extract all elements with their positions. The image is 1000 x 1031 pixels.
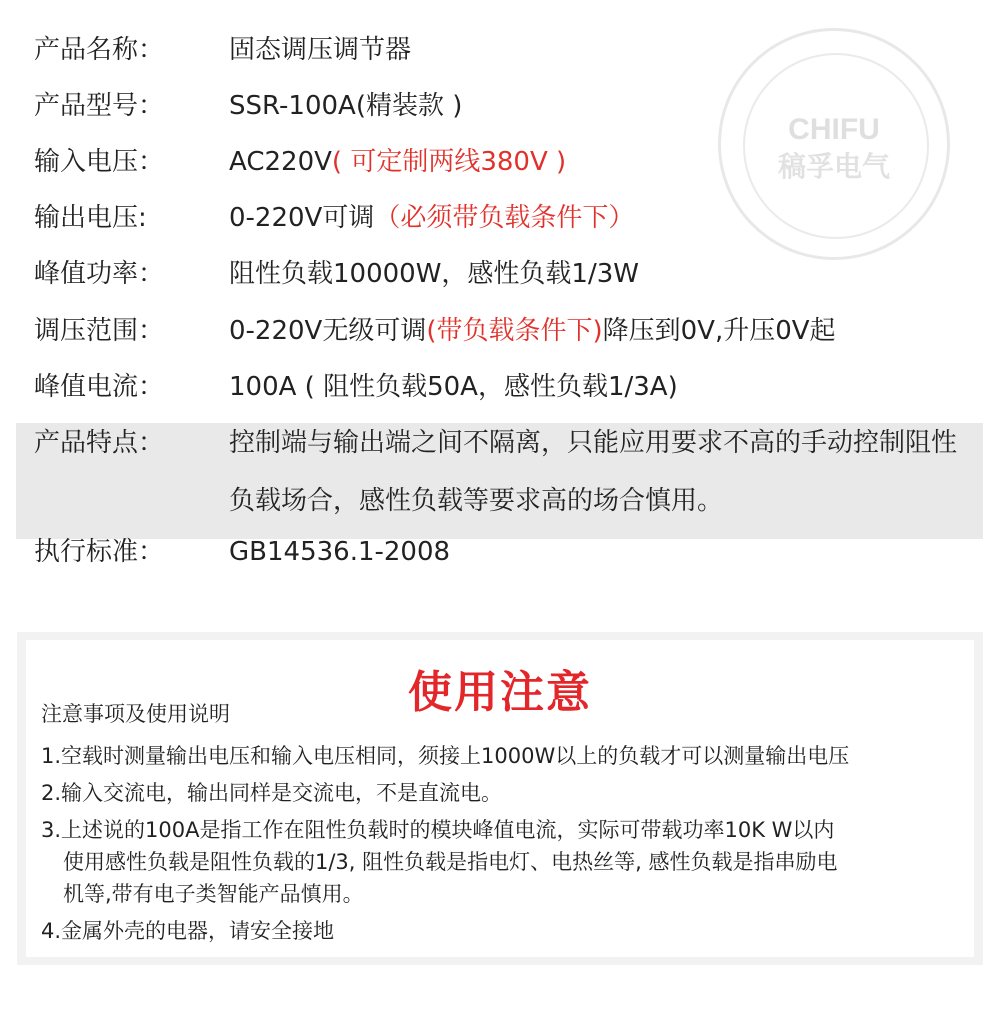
spec-value: 0-220V可调: [229, 203, 375, 233]
spec-note: ( 可定制两线380V ): [331, 147, 567, 177]
notice-subtitle: 注意事项及使用说明: [41, 702, 230, 726]
spec-value-wrap: [229, 198, 634, 238]
spec-value: 100A ( 阻性负载50A，感性负载1/3A): [229, 372, 678, 402]
spec-label: 输出电压:: [34, 203, 147, 233]
spec-value-tail: 降压到0V,升压0V起: [602, 316, 836, 346]
watermark-brand: 稿孚电气: [777, 150, 890, 183]
notice-item-continued: 使用感性负载是阻性负载的1/3, 阻性负载是指电灯、电热丝等, 感性负载是指串励电: [63, 850, 838, 874]
notice-item: 4.金属外壳的电器，请安全接地: [41, 919, 335, 943]
spec-value: 0-220V无级可调: [229, 316, 427, 346]
spec-value-wrap: [229, 142, 566, 182]
spec-label: 调压范围：: [34, 316, 165, 346]
usage-notice-body: [26, 640, 974, 957]
spec-value: 控制端与输出端之间不隔离，只能应用要求不高的手动控制阻性负载场合，感性负载等要求高的场合慎用。: [229, 428, 958, 516]
notice-item: 3.上述说的100A是指工作在阻性负载时的模块峰值电流，实际可带载功率10K W以内: [41, 818, 835, 842]
spec-label: 产品型号：: [34, 91, 165, 121]
spec-row-features: [16, 423, 983, 539]
usage-notice-panel: [17, 632, 983, 965]
spec-value: SSR-100A(精装款 ): [229, 91, 463, 121]
notice-item-continued: 机等,带有电子类智能产品慎用。: [63, 882, 364, 906]
watermark-ring: [743, 53, 929, 239]
watermark-logo: CHIFU: [788, 113, 880, 146]
spec-label: 产品名称：: [34, 35, 165, 65]
spec-note: （必须带负载条件下）: [374, 203, 635, 233]
notice-title: 使用注意: [408, 667, 592, 718]
spec-label: 产品特点：: [34, 428, 165, 458]
spec-label: 峰值功率：: [34, 259, 165, 289]
spec-value: 固态调压调节器: [229, 35, 412, 65]
spec-value-wrap: [229, 311, 836, 351]
spec-note: (带负载条件下): [426, 316, 603, 346]
notice-item: 1.空载时测量输出电压和输入电压相同，须接上1000W以上的负载才可以测量输出电压: [41, 744, 850, 768]
spec-label: 执行标准：: [34, 537, 165, 567]
spec-value: AC220V: [229, 147, 332, 177]
spec-label: 峰值电流：: [34, 372, 165, 402]
notice-item: 2.输入交流电，输出同样是交流电，不是直流电。: [41, 781, 503, 805]
spec-value: 阻性负载10000W，感性负载1/3W: [229, 259, 639, 289]
watermark-seal: [718, 28, 950, 260]
spec-label: 输入电压：: [34, 147, 165, 177]
spec-value: GB14536.1-2008: [229, 537, 451, 567]
